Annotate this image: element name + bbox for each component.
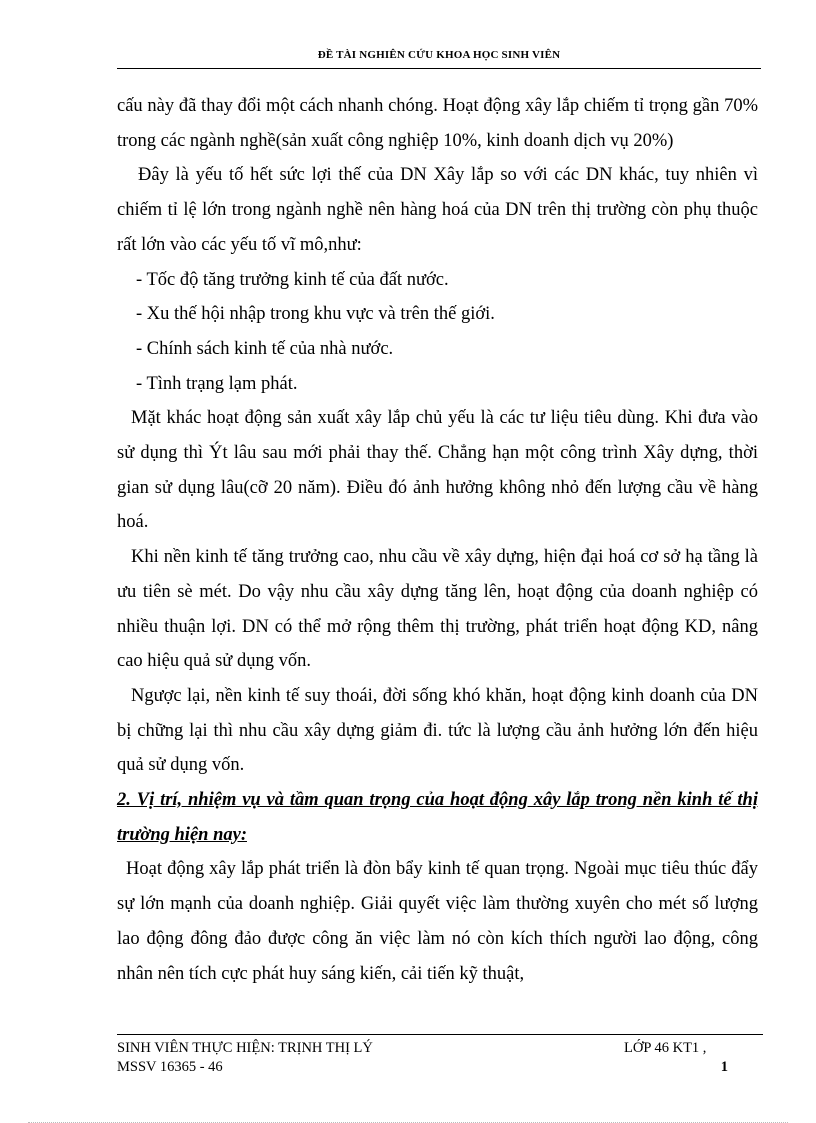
bullet-item: - Tốc độ tăng trưởng kinh tế của đất nước.: [136, 269, 449, 290]
footer-student: SINH VIÊN THỰC HIỆN: TRỊNH THỊ LÝ: [117, 1040, 373, 1056]
section-heading: 2. Vị trí, nhiệm vụ và tầm quan trọng của hoạt động xây lắp trong nền kinh tế thị trường hiện nay:: [117, 790, 758, 845]
paragraph: Khi nền kinh tế tăng trưởng cao, nhu cầu về xây dựng, hiện đại hoá cơ sở hạ tầng là ưu tiên sè mét. Do vậy nhu cầu xây dựng tăng lên, hoạt động của doanh nghiệp có nhiều thuận lợi. DN có thể mở rộng thêm thị trường, phát triển hoạt động KD, nâng cao hiệu quả sử dụng vốn.: [117, 547, 758, 672]
page-header: [117, 46, 761, 69]
footer-class: LỚP 46 KT1 ,: [624, 1040, 707, 1056]
footer-left: [117, 1039, 373, 1077]
paragraph: Mặt khác hoạt động sản xuất xây lắp chủ yếu là các tư liệu tiêu dùng. Khi đưa vào sử dụng thì Ýt lâu sau mới phải thay thế. Chẳng hạn một công trình Xây dựng, thời gian sử dụng lâu(cỡ 20 năm). Điều đó ảnh hưởng không nhỏ đến lượng cầu về hàng hoá.: [117, 408, 758, 533]
header-title: ĐỀ TÀI NGHIÊN CỨU KHOA HỌC SINH VIÊN: [317, 49, 561, 61]
footer-mssv: MSSV 16365 - 46: [117, 1059, 223, 1075]
paragraph: Hoạt động xây lắp phát triển là đòn bẩy kinh tế quan trọng. Ngoài mục tiêu thúc đẩy sự lớn mạnh của doanh nghiệp. Giải quyết việc làm thường xuyên cho mét số lượng lao động đông đảo được công ăn việc làm nó còn kích thích người lao động, công nhân nên tích cực phát huy sáng kiến, cải tiến kỹ thuật,: [117, 859, 758, 984]
bullet-item: - Tình trạng lạm phát.: [136, 373, 298, 394]
footer-right: [624, 1039, 734, 1077]
bullet-item: - Chính sách kinh tế của nhà nước.: [136, 338, 394, 359]
footer-divider: [117, 1034, 763, 1035]
page-number: 1: [720, 1059, 728, 1075]
bullet-item: - Xu thế hội nhập trong khu vực và trên thế giới.: [136, 304, 495, 325]
paragraph: Đây là yếu tố hết sức lợi thế của DN Xây lắp so với các DN khác, tuy nhiên vì chiếm tỉ lệ lớn trong ngành nghề nên hàng hoá của DN trên thị trường còn phụ thuộc rất lớn vào các yếu tố vĩ mô,như:: [117, 165, 758, 255]
document-body: [117, 89, 758, 991]
paragraph: Ngược lại, nền kinh tế suy thoái, đời sống khó khăn, hoạt động kinh doanh của DN bị chững lại thì nhu cầu xây dựng giảm đi. tức là lượng cầu ảnh hưởng lớn đến hiệu quả sử dụng vốn.: [117, 685, 758, 776]
paragraph: cấu này đã thay đổi một cách nhanh chóng. Hoạt động xây lắp chiếm tỉ trọng gần 70% trong các ngành nghề(sản xuất công nghiệp 10%, kinh doanh dịch vụ 20%): [117, 96, 758, 151]
